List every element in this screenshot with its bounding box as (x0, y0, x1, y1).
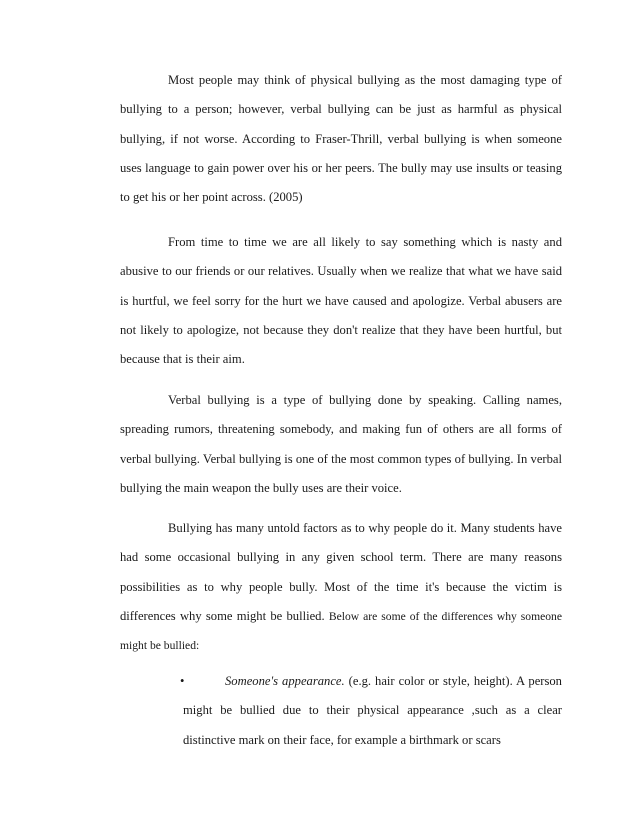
paragraph-4-small-text: Below are some of the differences why someone might be bullied: (120, 609, 562, 653)
paragraph-3-text: Verbal bullying is a type of bullying done by speaking. Calling names, spreading rumors, threatening somebody, and making fun of others are all forms of verbal bullying. Verbal bullying is one of the most common types of bullying. In verbal bullying the main weapon the bully uses are their voice. (120, 393, 562, 495)
bullet-icon: • (180, 674, 185, 688)
paragraph-3 (120, 386, 562, 503)
paragraph-4 (120, 514, 562, 660)
paragraph-2 (120, 228, 562, 374)
bullet-title: Someone's appearance. (225, 674, 345, 688)
paragraph-1-text: Most people may think of physical bullying as the most damaging type of bullying to a person; however, verbal bullying can be just as harmful as physical bullying, if not worse. According to Fraser-Thrill, verbal bullying is when someone uses language to gain power over his or her peers. The bully may use insults or teasing to get his or her point across. (2005) (120, 73, 562, 205)
paragraph-4-text: Bullying has many untold factors as to why people do it. Many students have had some occasional bullying in any given school term. There are many reasons possibilities as to why people bully. Most of the time it's because the victim is differences why some might be bullied. (120, 521, 562, 623)
bullet-text: (e.g. hair color or style, height). A person might be bullied due to their physical appearance ,such as a clear distinctive mark on their face, for example a birthmark or scars (183, 674, 562, 747)
paragraph-1 (120, 66, 562, 212)
paragraph-2-text: From time to time we are all likely to say something which is nasty and abusive to our friends or our relatives. Usually when we realize that what we have said is hurtful, we feel sorry for the hurt we have caused and apologize. Verbal abusers are not likely to apologize, not because they don't realize that they have been hurtful, but because that is their aim. (120, 235, 562, 367)
bullet-item (180, 667, 562, 755)
